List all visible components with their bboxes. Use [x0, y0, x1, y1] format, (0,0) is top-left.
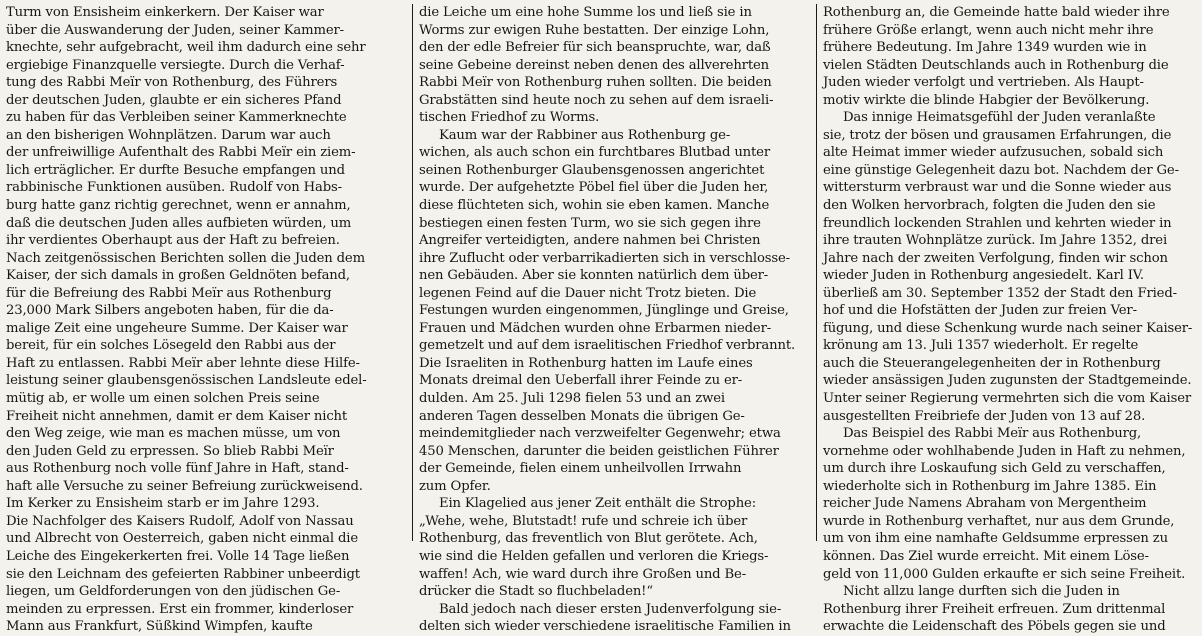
text-line: ihre trauten Wohnplätze zurück. Im Jahre 1352, drei	[823, 233, 1168, 249]
text-line: drücker die Stadt so fluchbeladen!“	[419, 584, 653, 600]
text-line: sie den Leichnam des gefeierten Rabbiner unbeerdigt	[6, 566, 360, 582]
text-line: bereit, für ein solches Lösegeld den Rabbi aus der	[6, 338, 336, 354]
text-line: Grabstätten sind heute noch zu sehen auf dem israeli-	[419, 92, 774, 108]
text-line: ausgestellten Freibriefe der Juden von 13 auf 28.	[823, 408, 1146, 424]
text-line: um von ihm eine namhafte Geldsumme erpressen zu	[823, 531, 1168, 547]
text-line: wurde in Rothenburg verhaftet, nur aus dem Grunde,	[823, 513, 1175, 529]
text-line: daß die deutschen Juden alles aufbieten würden, um	[6, 215, 352, 231]
text-line: diese flüchteten sich, wohin sie eben kamen. Manche	[419, 198, 770, 214]
text-line: Rabbi Meïr von Rothenburg ruhen sollten. Die beiden	[419, 75, 772, 91]
text-line: um durch ihre Loskaufung sich Geld zu verschaffen,	[823, 461, 1166, 477]
text-line: waffen! Ach, wie ward durch ihre Großen und Be-	[419, 566, 746, 582]
text-line: für die Befreiung des Rabbi Meïr aus Rothenburg	[6, 285, 332, 301]
text-line: haft alle Versuche zu seiner Befreiung zurückweisend.	[6, 478, 363, 494]
text-line: krönung am 13. Juli 1357 wiederholt. Er regelte	[823, 338, 1139, 354]
text-line: delten sich wieder verschiedene israelitische Familien in	[419, 619, 791, 635]
text-line: „Wehe, wehe, Blutstadt! rufe und schreie ich über	[419, 513, 748, 529]
text-line: Juden wieder verfolgt und vertrieben. Als Haupt-	[823, 75, 1144, 91]
text-line: und Albrecht von Oesterreich, gaben nicht einmal die	[6, 531, 359, 547]
text-line: Nicht allzu lange durften sich die Juden in	[843, 584, 1120, 600]
text-line: wiederholte sich in Rothenburg im Jahre 1385. Ein	[823, 478, 1157, 494]
text-line: knechte, sehr aufgebracht, weil ihm dadurch eine sehr	[6, 40, 366, 56]
text-line: wittersturm verbraust war und die Sonne wieder aus	[823, 180, 1172, 196]
text-line: Die Nachfolger des Kaisers Rudolf, Adolf von Nassau	[6, 513, 354, 529]
text-line: lich erträglicher. Er durfte Besuche empfangen und	[6, 162, 345, 178]
text-line: hof und die Hofstätten der Juden zur freien Ver-	[823, 303, 1137, 319]
text-line: eine günstige Gelegenheit dazu bot. Nachdem der Ge-	[823, 162, 1179, 178]
text-line: wieder ansässigen Juden zugunsten der Stadtgemeinde.	[823, 373, 1192, 389]
text-line: Monats dreimal den Ueberfall ihrer Feinde zu er-	[419, 373, 743, 389]
text-line: den der edle Befreier für sich beanspruchte, war, daß	[419, 40, 771, 56]
text-line: meinden zu erpressen. Erst ein frommer, kinderloser	[6, 601, 354, 617]
text-line: burg hatte ganz richtig gerechnet, wenn er annahm,	[6, 198, 351, 214]
text-line: leistung seiner glaubensgenössischen Landsleute edel-	[6, 373, 367, 389]
text-line: motiv wirkte die blinde Habgier der Bevölkerung.	[823, 92, 1150, 108]
text-line: können. Das Ziel wurde erreicht. Mit einem Löse-	[823, 548, 1149, 564]
text-line: malige Zeit eine ungeheure Summe. Der Kaiser war	[6, 320, 348, 336]
text-line: Kaiser, der sich damals in großen Geldnöten befand,	[6, 268, 350, 284]
text-line: legenen Feind auf die Dauer nicht Trotz bieten. Die	[419, 285, 757, 301]
text-line: Das Beispiel des Rabbi Meïr aus Rothenburg,	[843, 426, 1142, 442]
text-line: die Leiche um eine hohe Summe los und ließ sie in	[419, 5, 752, 20]
text-line: Rothenburg an, die Gemeinde hatte bald wieder ihre	[823, 5, 1170, 20]
text-line: an den bisherigen Wohnplätzen. Darum war auch	[6, 127, 331, 143]
text-line: überließ am 30. September 1352 der Stadt den Fried-	[823, 285, 1177, 301]
text-line: Turm von Ensisheim einkerkern. Der Kaiser war	[6, 5, 324, 20]
text-line: zum Opfer.	[419, 478, 491, 494]
text-line: den Weg zeige, wie man es machen müsse, um von	[6, 426, 341, 442]
text-line: Leiche des Eingekerkerten frei. Volle 14 Tage ließen	[6, 548, 350, 564]
text-line: dulden. Am 25. Juli 1298 fielen 53 und an zwei	[419, 391, 725, 407]
text-line: Rothenburg, das freventlich von Blut gerötete. Ach,	[419, 531, 758, 547]
text-line: vielen Städten Deutschlands auch in Rothenburg die	[823, 57, 1169, 73]
text-line: bestiegen einen festen Turm, wo sie sich gegen ihre	[419, 215, 761, 231]
text-line: zu haben für das Verbleiben seiner Kammerknechte	[6, 110, 347, 126]
text-line: der unfreiwillige Aufenthalt des Rabbi Meïr ein ziem-	[6, 145, 356, 161]
text-line: Freiheit nicht annehmen, damit er dem Kaiser nicht	[6, 408, 348, 424]
text-line: anderen Tagen desselben Monats die übrigen Ge-	[419, 408, 745, 424]
text-line: frühere Größe erlangt, wenn auch nicht mehr ihre	[823, 22, 1154, 38]
text-line: wichen, als auch schon ein furchtbares Blutbad unter	[419, 145, 770, 161]
text-line: Angreifer verteidigten, andere nahmen bei Christen	[419, 233, 761, 249]
text-column-1	[6, 4, 412, 635]
text-line: freundlich lockenden Strahlen und kehrten wieder in	[823, 215, 1172, 231]
text-line: geld von 11,000 Gulden erkaufte er sich seine Freiheit.	[823, 566, 1186, 582]
text-line: Die Israeliten in Rothenburg hatten im Laufe eines	[419, 355, 753, 371]
text-line: ergiebige Finanzquelle versiegte. Durch die Verhaf-	[6, 57, 345, 73]
text-line: auch die Steuerangelegenheiten der in Rothenburg	[823, 355, 1161, 371]
text-line: Jahre nach der zweiten Verfolgung, finden wir schon	[823, 250, 1168, 266]
text-line: erwachte die Leidenschaft des Pöbels gegen sie und	[823, 619, 1166, 635]
text-line: vornehme oder wohlhabende Juden in Haft zu nehmen,	[823, 443, 1186, 459]
text-line: wie sind die Helden gefallen und verloren die Kriegs-	[419, 548, 769, 564]
text-line: Mann aus Frankfurt, Süßkind Wimpfen, kaufte	[6, 619, 313, 635]
text-line: Rothenburg ihrer Freiheit erfreuen. Zum drittenmal	[823, 601, 1166, 617]
text-line: wieder Juden in Rothenburg angesiedelt. Karl IV.	[823, 268, 1144, 284]
text-line: tischen Friedhof zu Worms.	[419, 110, 600, 126]
text-line: seinen Rothenburger Glaubensgenossen angerichtet	[419, 162, 765, 178]
text-line: seine Gebeine dereinst neben denen des allverehrten	[419, 57, 769, 73]
text-line: den Juden Geld zu erpressen. So blieb Rabbi Meïr	[6, 443, 334, 459]
text-column-3	[817, 4, 1193, 635]
text-line: Das innige Heimatsgefühl der Juden veranlaßte	[843, 110, 1156, 126]
text-line: nen Gebäuden. Aber sie konnten natürlich dem über-	[419, 268, 769, 284]
text-line: 450 Menschen, darunter die beiden geistlichen Führer	[419, 443, 779, 459]
text-line: gemetzelt und auf dem israelitischen Friedhof verbrannt.	[419, 338, 796, 354]
text-line: den Wolken hervorbrach, folgten die Juden den sie	[823, 198, 1156, 214]
text-column-2	[413, 4, 816, 635]
text-line: Frauen und Mädchen wurden ohne Erbarmen nieder-	[419, 320, 772, 336]
text-line: alte Heimat immer wieder aufzusuchen, sobald sich	[823, 145, 1164, 161]
text-line: der deutschen Juden, glaubte er ein sicheres Pfand	[6, 92, 342, 108]
text-line: Unter seiner Regierung vermehrten sich die vom Kaiser	[823, 391, 1192, 407]
text-line: Im Kerker zu Ensisheim starb er im Jahre 1293.	[6, 496, 320, 512]
text-line: rabbinische Funktionen ausüben. Rudolf von Habs-	[6, 180, 342, 196]
text-line: fügung, und diese Schenkung wurde nach seiner Kaiser-	[823, 320, 1193, 336]
text-line: 23,000 Mark Silbers angeboten haben, für die da-	[6, 303, 334, 319]
text-line: Nach zeitgenössischen Berichten sollen die Juden dem	[6, 250, 365, 266]
text-line: Festungen wurden eingenommen, Jünglinge und Greise,	[419, 303, 789, 319]
text-line: Ein Klagelied aus jener Zeit enthält die Strophe:	[439, 496, 756, 512]
text-line: ihre Zuflucht oder verbarrikadierten sich in verschlosse-	[419, 250, 790, 266]
text-line: Bald jedoch nach dieser ersten Judenverfolgung sie-	[439, 601, 782, 617]
text-line: wurde. Der aufgehetzte Pöbel fiel über die Juden her,	[419, 180, 769, 196]
text-line: frühere Bedeutung. Im Jahre 1349 wurden wie in	[823, 40, 1147, 56]
text-line: aus Rothenburg noch volle fünf Jahre in Haft, stand-	[6, 461, 349, 477]
text-line: sie, trotz der bösen und grausamen Erfahrungen, die	[823, 127, 1172, 143]
text-line: Kaum war der Rabbiner aus Rothenburg ge-	[439, 127, 731, 143]
text-line: ihr verdientes Oberhaupt aus der Haft zu befreien.	[6, 233, 340, 249]
text-line: reicher Jude Namens Abraham von Mergentheim	[823, 496, 1147, 512]
text-line: tung des Rabbi Meïr von Rothenburg, des Führers	[6, 75, 338, 91]
text-line: der Gemeinde, fielen einem unheilvollen Irrwahn	[419, 461, 742, 477]
text-line: meindemitglieder nach verzweifelter Gegenwehr; etwa	[419, 426, 781, 442]
text-line: liegen, um Geldforderungen von den jüdischen Ge-	[6, 584, 341, 600]
text-line: Haft zu entlassen. Rabbi Meïr aber lehnte diese Hilfe-	[6, 355, 360, 371]
text-line: Worms zur ewigen Ruhe bestatten. Der einzige Lohn,	[419, 22, 770, 38]
text-line: über die Auswanderung der Juden, seiner Kammer-	[6, 22, 344, 38]
text-line: mütig ab, er wolle um einen solchen Preis seine	[6, 391, 320, 407]
